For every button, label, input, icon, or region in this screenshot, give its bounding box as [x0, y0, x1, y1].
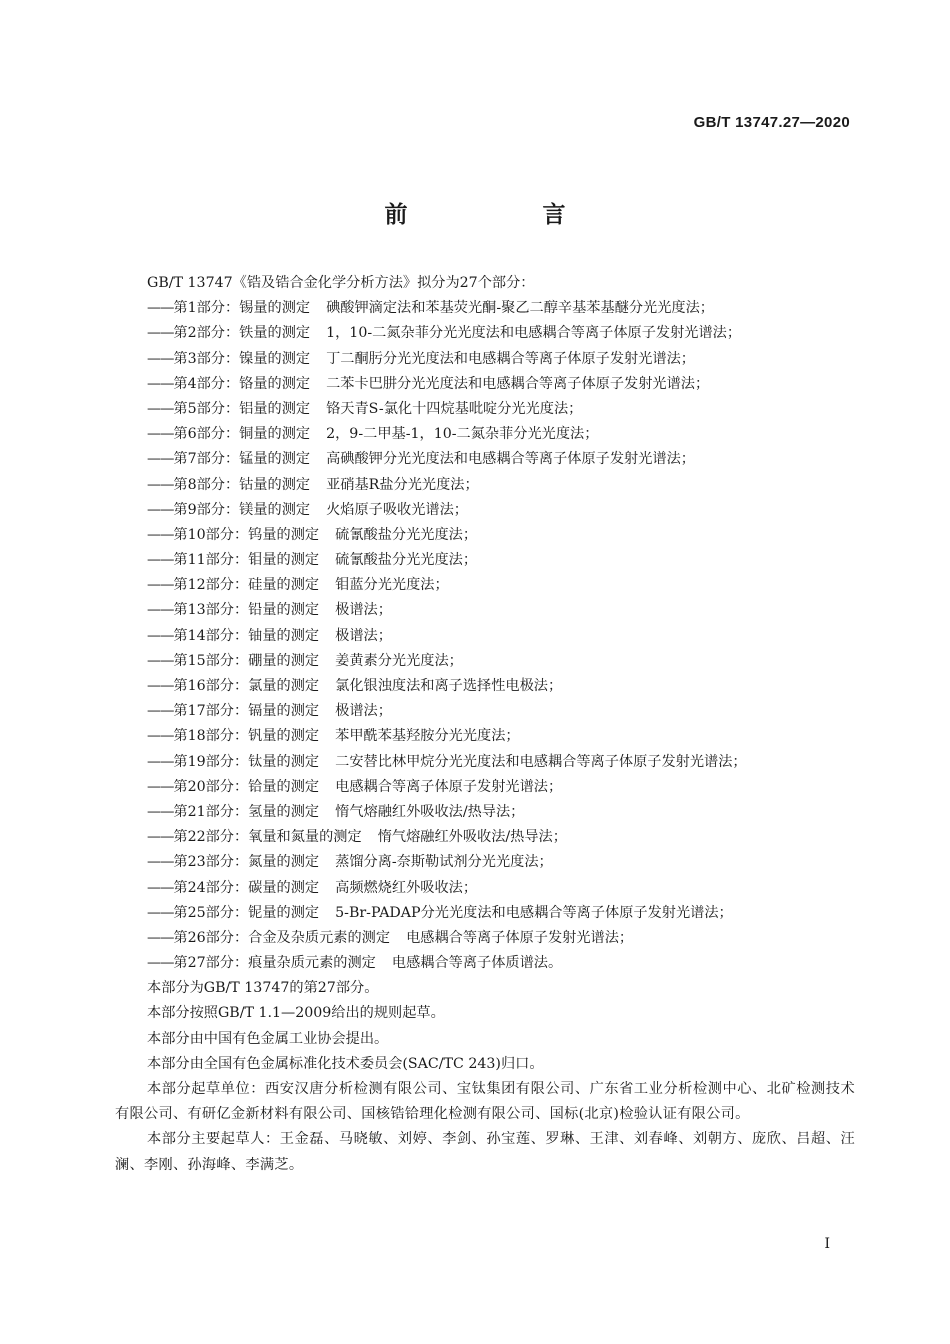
part-label: 第12部分：硅量的测定 — [173, 577, 320, 594]
part-method: 钼蓝分光光度法； — [335, 577, 449, 594]
part-item — [115, 372, 855, 397]
dash-marker: —— — [147, 375, 174, 392]
part-item — [115, 573, 855, 598]
part-label: 第6部分：铜量的测定 — [173, 426, 311, 443]
part-method: 硫氰酸盐分光光度法； — [335, 526, 478, 543]
part-label: 第8部分：钴量的测定 — [173, 476, 311, 493]
part-item — [115, 548, 855, 573]
part-method: 高碘酸钾分光光度法和电感耦合等离子体原子发射光谱法； — [326, 451, 695, 468]
part-label: 第5部分：铝量的测定 — [173, 400, 311, 417]
part-method: 极谱法； — [335, 703, 392, 720]
part-label: 第11部分：钼量的测定 — [173, 552, 320, 569]
part-method: 二苯卡巴肼分光光度法和电感耦合等离子体原子发射光谱法； — [326, 375, 710, 392]
dash-marker: —— — [147, 577, 174, 594]
statement-line: 本部分为GB/T 13747的第27部分。 — [147, 980, 379, 997]
dash-marker: —— — [147, 476, 174, 493]
part-label: 第4部分：铬量的测定 — [173, 375, 311, 392]
part-label: 第14部分：铀量的测定 — [173, 627, 320, 644]
dash-marker: —— — [147, 501, 174, 518]
part-label: 第16部分：氯量的测定 — [173, 678, 320, 694]
part-item — [115, 321, 855, 346]
dash-marker: —— — [147, 451, 174, 468]
part-item — [115, 498, 855, 523]
part-method: 电感耦合等离子体质谱法。 — [391, 955, 563, 972]
dash-marker: —— — [147, 703, 174, 720]
part-method: 蒸馏分离-奈斯勒试剂分光光度法； — [335, 854, 553, 871]
part-label: 第20部分：铪量的测定 — [173, 778, 320, 795]
dash-marker: —— — [147, 803, 174, 820]
page-number: I — [824, 1236, 830, 1252]
part-item — [115, 876, 855, 901]
part-item — [115, 422, 855, 447]
part-method: 2，9-二甲基-1，10-二氮杂菲分光光度法； — [326, 426, 599, 443]
part-item — [115, 649, 855, 674]
part-item — [115, 800, 855, 825]
statement-line: 本部分按照GB/T 1.1—2009给出的规则起草。 — [147, 1005, 445, 1022]
dash-marker: —— — [147, 879, 174, 896]
foreword-body — [115, 271, 855, 1178]
part-label: 第21部分：氢量的测定 — [173, 803, 320, 820]
dash-marker: —— — [147, 652, 174, 669]
dash-marker: —— — [147, 753, 174, 770]
part-item — [115, 347, 855, 372]
drafting-units: 本部分起草单位：西安汉唐分析检测有限公司、宝钛集团有限公司、广东省工业分析检测中心、北矿检测技术有限公司、有研亿金新材料有限公司、国核锆铪理化检测有限公司、国标(北京)检验认证有限公司。 — [115, 1081, 855, 1123]
part-method: 二安替比林甲烷分光光度法和电感耦合等离子体原子发射光谱法； — [335, 753, 747, 770]
dash-marker: —— — [147, 602, 174, 619]
part-label: 第24部分：碳量的测定 — [173, 879, 320, 896]
part-item — [115, 825, 855, 850]
part-label: 第26部分：合金及杂质元素的测定 — [173, 929, 391, 946]
part-item — [115, 926, 855, 951]
part-label: 第1部分：锡量的测定 — [173, 300, 311, 317]
dash-marker: —— — [147, 627, 174, 644]
part-label: 第15部分：硼量的测定 — [173, 652, 320, 669]
dash-marker: —— — [147, 350, 174, 367]
part-method: 惰气熔融红外吸收法/热导法； — [335, 803, 525, 820]
dash-marker: —— — [147, 829, 174, 846]
part-method: 火焰原子吸收光谱法； — [326, 501, 468, 518]
part-method: 苯甲酰苯基羟胺分光光度法； — [335, 728, 520, 745]
dash-marker: —— — [147, 325, 174, 342]
part-item — [115, 750, 855, 775]
part-item — [115, 674, 855, 699]
part-label: 第2部分：铁量的测定 — [173, 325, 311, 342]
part-label: 第10部分：钨量的测定 — [173, 526, 320, 543]
part-method: 碘酸钾滴定法和苯基荧光酮-聚乙二醇辛基苯基醚分光光度法； — [326, 300, 714, 317]
part-label: 第25部分：铌量的测定 — [173, 904, 320, 921]
part-label: 第18部分：钒量的测定 — [173, 728, 320, 745]
page-title: 前 言 — [384, 202, 622, 228]
part-item — [115, 624, 855, 649]
part-method: 铬天青S-氯化十四烷基吡啶分光光度法； — [326, 400, 583, 417]
part-method: 5-Br-PADAP分光光度法和电感耦合等离子体原子发射光谱法； — [335, 904, 733, 921]
dash-marker: —— — [147, 929, 174, 946]
part-method: 电感耦合等离子体原子发射光谱法； — [406, 929, 634, 946]
dash-marker: —— — [147, 728, 174, 745]
part-item — [115, 473, 855, 498]
part-label: 第3部分：镍量的测定 — [173, 350, 311, 367]
statement-line: 本部分由全国有色金属标准化技术委员会(SAC/TC 243)归口。 — [147, 1055, 544, 1072]
part-method: 惰气熔融红外吸收法/热导法； — [377, 829, 567, 846]
part-item — [115, 699, 855, 724]
part-method: 氯化银浊度法和离子选择性电极法； — [335, 678, 563, 694]
part-label: 第19部分：钛量的测定 — [173, 753, 320, 770]
part-item — [115, 397, 855, 422]
part-item — [115, 901, 855, 926]
statements — [115, 976, 855, 1077]
part-method: 极谱法； — [335, 602, 392, 619]
part-method: 电感耦合等离子体原子发射光谱法； — [335, 778, 563, 795]
statement-line: 本部分由中国有色金属工业协会提出。 — [147, 1030, 389, 1047]
dash-marker: —— — [147, 854, 174, 871]
part-item — [115, 951, 855, 976]
dash-marker: —— — [147, 955, 174, 972]
part-method: 亚硝基R盐分光光度法； — [326, 476, 479, 493]
part-item — [115, 447, 855, 472]
part-label: 第27部分：痕量杂质元素的测定 — [173, 955, 376, 972]
intro-line: GB/T 13747《锆及锆合金化学分析方法》拟分为27个部分： — [147, 275, 535, 291]
dash-marker: —— — [147, 300, 174, 317]
part-item — [115, 523, 855, 548]
dash-marker: —— — [147, 778, 174, 795]
dash-marker: —— — [147, 426, 174, 443]
drafters: 本部分主要起草人：王金磊、马晓敏、刘婷、李剑、孙宝莲、罗琳、王津、刘春峰、刘朝方、庞欣、吕超、汪澜、李刚、孙海峰、李满芝。 — [115, 1131, 855, 1173]
part-method: 极谱法； — [335, 627, 392, 644]
part-label: 第23部分：氮量的测定 — [173, 854, 320, 871]
part-item — [115, 296, 855, 321]
part-method: 1，10-二氮杂菲分光光度法和电感耦合等离子体原子发射光谱法； — [326, 325, 742, 342]
dash-marker: —— — [147, 678, 174, 694]
standard-code: GB/T 13747.27—2020 — [693, 114, 850, 131]
part-method: 高频燃烧红外吸收法； — [335, 879, 478, 896]
part-label: 第9部分：镁量的测定 — [173, 501, 311, 518]
part-label: 第17部分：镉量的测定 — [173, 703, 320, 720]
part-label: 第7部分：锰量的测定 — [173, 451, 311, 468]
part-method: 丁二酮肟分光光度法和电感耦合等离子体原子发射光谱法； — [326, 350, 695, 367]
dash-marker: —— — [147, 400, 174, 417]
part-method: 硫氰酸盐分光光度法； — [335, 552, 478, 569]
part-item — [115, 850, 855, 875]
part-item — [115, 598, 855, 623]
part-label: 第22部分：氧量和氮量的测定 — [173, 829, 362, 846]
part-method: 姜黄素分光光度法； — [335, 652, 463, 669]
dash-marker: —— — [147, 552, 174, 569]
dash-marker: —— — [147, 904, 174, 921]
part-item — [115, 724, 855, 749]
parts-list — [115, 296, 855, 976]
dash-marker: —— — [147, 526, 174, 543]
part-label: 第13部分：铅量的测定 — [173, 602, 320, 619]
part-item — [115, 775, 855, 800]
